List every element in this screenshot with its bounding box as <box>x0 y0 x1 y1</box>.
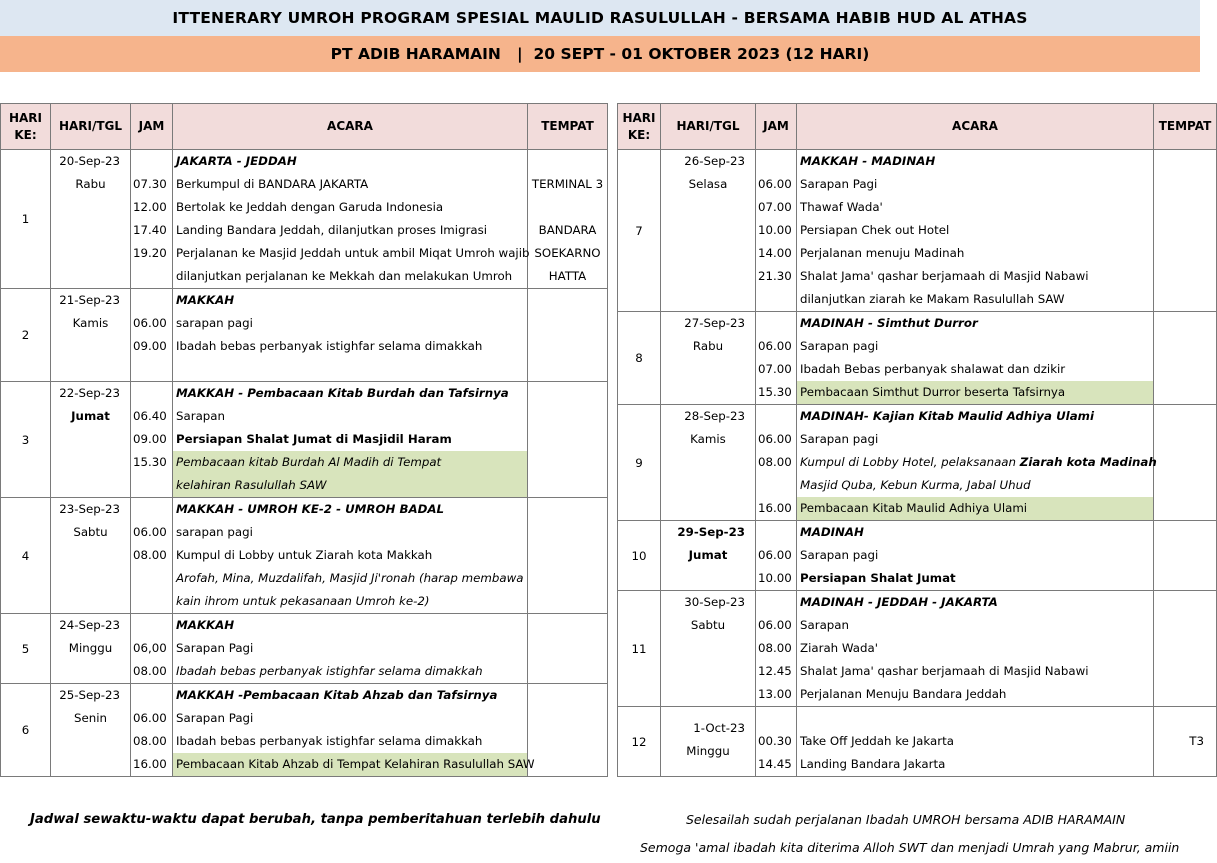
col-jam: JAM <box>131 104 173 150</box>
activity-cell <box>173 382 528 498</box>
time: 19.20 <box>133 246 167 260</box>
day-number: 12 <box>618 707 661 777</box>
place-cell <box>1154 707 1217 777</box>
day-title: MADINAH - Simthut Durror <box>800 316 978 330</box>
col-hari-tgl: HARI/TGL <box>661 104 756 150</box>
time: 06.40 <box>133 409 167 423</box>
place-cell <box>1154 150 1217 312</box>
time: 15.30 <box>133 455 167 469</box>
activity-cell <box>173 289 528 382</box>
time: 08.00 <box>133 548 167 562</box>
time: 06.00 <box>758 339 792 353</box>
day-name: Jumat <box>688 548 728 562</box>
activity-cell <box>173 498 528 614</box>
day-date-cell <box>661 707 756 777</box>
place-cell <box>528 684 608 777</box>
day-date-cell <box>51 382 131 498</box>
day-name: Sabtu <box>690 618 726 632</box>
activity: kain ihrom untuk pekasanaan Umroh ke-2) <box>176 594 430 608</box>
day-title: JAKARTA - JEDDAH <box>176 154 297 168</box>
day-title: MAKKAH <box>176 618 235 632</box>
place: HATTA <box>548 269 587 283</box>
activity <box>797 451 1157 474</box>
activity: Take Off Jeddah ke Jakarta <box>800 734 954 748</box>
time: 14.45 <box>758 757 792 771</box>
activity: sarapan pagi <box>176 316 253 330</box>
itinerary-table-right <box>617 103 1217 777</box>
activity-highlight: Pembacaan Kitab Maulid Adhiya Ulami <box>797 497 1153 520</box>
activity: Kumpul di Lobby untuk Ziarah kota Makkah <box>176 548 433 562</box>
day-number: 6 <box>1 684 51 777</box>
activity: Persiapan Shalat Jumat di Masjidil Haram <box>176 432 452 446</box>
activity-cell <box>797 521 1154 591</box>
day-date-cell <box>51 150 131 289</box>
day-name: Selasa <box>688 177 728 191</box>
page-title: ITTENERARY UMROH PROGRAM SPESIAL MAULID RASULULLAH - BERSAMA HABIB HUD AL ATHAS <box>0 0 1200 36</box>
time: 07.00 <box>758 200 792 214</box>
activity: dilanjutkan perjalanan ke Mekkah dan melakukan Umroh <box>176 269 513 283</box>
place-cell <box>1154 405 1217 521</box>
time: 08.00 <box>758 641 792 655</box>
day-date-cell <box>51 289 131 382</box>
table-header-row <box>1 104 608 150</box>
day-row-5 <box>1 614 608 684</box>
day-number: 1 <box>1 150 51 289</box>
day-row-6 <box>1 684 608 777</box>
activity: Arofah, Mina, Muzdalifah, Masjid Ji'ronah (harap membawa <box>176 571 524 585</box>
day-number: 7 <box>618 150 661 312</box>
activity-cell <box>797 150 1154 312</box>
day-row-10 <box>618 521 1217 591</box>
activity-highlight: kelahiran Rasulullah SAW <box>173 474 527 497</box>
day-name: Jumat <box>71 409 110 423</box>
activity: Shalat Jama' qashar berjamaah di Masjid Nabawi <box>800 664 1089 678</box>
time-cell <box>131 150 173 289</box>
activity: Landing Bandara Jeddah, dilanjutkan proses Imigrasi <box>176 223 488 237</box>
col-acara: ACARA <box>797 104 1154 150</box>
activity: sarapan pagi <box>176 525 253 539</box>
day-row-2 <box>1 289 608 382</box>
day-date: 27-Sep-23 <box>684 316 745 330</box>
activity-emphasis: Ziarah kota Madinah <box>1019 455 1157 469</box>
activity-cell <box>797 405 1157 521</box>
day-title: MADINAH <box>800 525 864 539</box>
time-cell <box>756 150 797 312</box>
activity-cell <box>173 614 528 684</box>
time: 07.00 <box>758 362 792 376</box>
day-number: 2 <box>1 289 51 382</box>
place-cell <box>528 498 608 614</box>
time-cell <box>131 498 173 614</box>
day-date-cell <box>661 150 756 312</box>
time: 12.45 <box>758 664 792 678</box>
activity-cell <box>173 150 528 289</box>
day-name: Rabu <box>692 339 724 353</box>
activity: Perjalanan menuju Madinah <box>800 246 965 260</box>
time-cell <box>131 289 173 382</box>
day-row-1 <box>1 150 608 289</box>
page-subtitle: PT ADIB HARAMAIN | 20 SEPT - 01 OKTOBER 2023 (12 HARI) <box>0 36 1200 72</box>
activity-highlight: Pembacaan kitab Burdah Al Madih di Tempat <box>173 451 527 474</box>
time: 08.00 <box>133 734 167 748</box>
day-date: 24-Sep-23 <box>59 618 120 632</box>
closing-line-1: Selesailah sudah perjalanan Ibadah UMROH bersama ADIB HARAMAIN <box>686 812 1126 827</box>
time: 08.00 <box>758 455 792 469</box>
day-date: 20-Sep-23 <box>59 154 120 168</box>
time: 06,00 <box>133 641 167 655</box>
day-number: 3 <box>1 382 51 498</box>
day-name: Kamis <box>72 316 109 330</box>
activity: Masjid Quba, Kebun Kurma, Jabal Uhud <box>800 478 1031 492</box>
place-cell <box>1154 312 1217 405</box>
time-cell <box>131 684 173 777</box>
day-title: MAKKAH - MADINAH <box>800 154 936 168</box>
time: 06.00 <box>758 177 792 191</box>
day-name: Rabu <box>75 177 106 191</box>
col-jam: JAM <box>756 104 797 150</box>
day-date: 23-Sep-23 <box>59 502 120 516</box>
activity: Perjalanan ke Masjid Jeddah untuk ambil Miqat Umroh wajib <box>176 246 530 260</box>
time: 13.00 <box>758 687 792 701</box>
activity: Persiapan Shalat Jumat <box>800 571 956 585</box>
place-cell <box>528 382 608 498</box>
time: 16.00 <box>758 501 792 515</box>
day-date: 21-Sep-23 <box>59 293 120 307</box>
time: 06.00 <box>133 316 167 330</box>
activity: Perjalanan Menuju Bandara Jeddah <box>800 687 1007 701</box>
day-date-cell <box>661 405 756 521</box>
day-number: 4 <box>1 498 51 614</box>
activity-cell <box>173 684 535 777</box>
activity: Landing Bandara Jakarta <box>800 757 946 771</box>
time: 16.00 <box>133 757 167 771</box>
day-name: Sabtu <box>73 525 108 539</box>
place: BANDARA <box>538 223 597 237</box>
activity: Sarapan <box>176 409 225 423</box>
time-cell <box>756 521 797 591</box>
day-row-7 <box>618 150 1217 312</box>
time: 17.40 <box>133 223 167 237</box>
time: 06.00 <box>758 548 792 562</box>
activity: Sarapan <box>800 618 849 632</box>
activity: Thawaf Wada' <box>800 200 883 214</box>
day-date: 29-Sep-23 <box>677 525 745 539</box>
col-tempat: TEMPAT <box>528 104 608 150</box>
day-date: 26-Sep-23 <box>684 154 745 168</box>
day-date: 25-Sep-23 <box>59 688 120 702</box>
time: 21.30 <box>758 269 792 283</box>
activity-cell <box>797 312 1154 405</box>
activity: dilanjutkan ziarah ke Makam Rasulullah SAW <box>800 292 1065 306</box>
day-row-4 <box>1 498 608 614</box>
day-date-cell <box>661 521 756 591</box>
day-date: 1-Oct-23 <box>693 721 745 735</box>
day-date-cell <box>51 684 131 777</box>
time: 06.00 <box>758 432 792 446</box>
activity: Sarapan Pagi <box>176 641 254 655</box>
activity: Ibadah bebas perbanyak istighfar selama dimakkah <box>176 664 483 678</box>
table-header-row <box>618 104 1217 150</box>
day-row-9 <box>618 405 1217 521</box>
place: TERMINAL 3 <box>531 177 604 191</box>
col-hari-tgl: HARI/TGL <box>51 104 131 150</box>
time: 15.30 <box>758 385 792 399</box>
day-number: 5 <box>1 614 51 684</box>
day-title: MAKKAH - UMROH KE-2 - UMROH BADAL <box>176 502 445 516</box>
day-date-cell <box>51 614 131 684</box>
day-title: MAKKAH - Pembacaan Kitab Burdah dan Tafsirnya <box>176 386 509 400</box>
activity: Bertolak ke Jeddah dengan Garuda Indonesia <box>176 200 444 214</box>
time: 07.30 <box>133 177 167 191</box>
day-number: 8 <box>618 312 661 405</box>
activity-cell <box>797 707 1154 777</box>
activity: Sarapan pagi <box>800 339 879 353</box>
col-acara: ACARA <box>173 104 528 150</box>
place-cell <box>528 150 608 289</box>
time-cell <box>756 591 797 707</box>
time-cell <box>756 405 797 521</box>
itinerary-table-left <box>0 103 608 777</box>
time: 09.00 <box>133 432 167 446</box>
activity: Ziarah Wada' <box>800 641 878 655</box>
schedule-change-note: Jadwal sewaktu-waktu dapat berubah, tanpa pemberitahuan terlebih dahulu <box>30 812 601 827</box>
day-name: Minggu <box>68 641 113 655</box>
place-cell <box>1154 591 1217 707</box>
activity: Ibadah Bebas perbanyak shalawat dan dzikir <box>800 362 1066 376</box>
day-number: 10 <box>618 521 661 591</box>
activity: Shalat Jama' qashar berjamaah di Masjid Nabawi <box>800 269 1089 283</box>
day-date-cell <box>661 312 756 405</box>
activity: Sarapan Pagi <box>800 177 878 191</box>
place-cell <box>528 289 608 382</box>
activity: Persiapan Chek out Hotel <box>800 223 950 237</box>
time: 06.00 <box>133 525 167 539</box>
time-cell <box>756 707 797 777</box>
day-row-12 <box>618 707 1217 777</box>
activity-highlight: Pembacaan Simthut Durror beserta Tafsirnya <box>797 381 1153 404</box>
day-name: Senin <box>74 711 107 725</box>
time-cell <box>131 614 173 684</box>
time: 12.00 <box>133 200 167 214</box>
time: 08.00 <box>133 664 167 678</box>
col-hari-ke: HARI KE: <box>1 104 51 150</box>
activity-highlight: Pembacaan Kitab Ahzab di Tempat Kelahiran Rasulullah SAW <box>173 753 527 776</box>
day-number: 9 <box>618 405 661 521</box>
day-date-cell <box>661 591 756 707</box>
day-date: 22-Sep-23 <box>59 386 120 400</box>
time-cell <box>131 382 173 498</box>
day-date-cell <box>51 498 131 614</box>
day-name: Minggu <box>686 744 730 758</box>
col-tempat: TEMPAT <box>1154 104 1217 150</box>
day-date: 28-Sep-23 <box>684 409 745 423</box>
activity: Ibadah bebas perbanyak istighfar selama dimakkah <box>176 339 483 353</box>
place: T3 <box>1189 734 1204 748</box>
time: 00.30 <box>758 734 792 748</box>
day-title: MAKKAH -Pembacaan Kitab Ahzab dan Tafsirnya <box>176 688 498 702</box>
activity: Berkumpul di BANDARA JAKARTA <box>176 177 369 191</box>
day-name: Kamis <box>690 432 726 446</box>
col-hari-ke: HARI KE: <box>618 104 661 150</box>
day-number: 11 <box>618 591 661 707</box>
day-row-11 <box>618 591 1217 707</box>
activity: Ibadah bebas perbanyak istighfar selama dimakkah <box>176 734 483 748</box>
day-title: MADINAH- Kajian Kitab Maulid Adhiya Ulami <box>800 409 1094 423</box>
day-row-3 <box>1 382 608 498</box>
time: 10.00 <box>758 571 792 585</box>
day-row-8 <box>618 312 1217 405</box>
closing-line-2: Semoga 'amal ibadah kita diterima Alloh SWT dan menjadi Umrah yang Mabrur, amiin <box>640 840 1180 855</box>
activity-text: Kumpul di Lobby Hotel, pelaksanaan <box>800 455 1017 469</box>
time: 10.00 <box>758 223 792 237</box>
time-cell <box>756 312 797 405</box>
day-title: MADINAH - JEDDAH - JAKARTA <box>800 595 998 609</box>
place-cell <box>1154 521 1217 591</box>
activity: Sarapan Pagi <box>176 711 254 725</box>
activity: Sarapan pagi <box>800 548 879 562</box>
time: 09.00 <box>133 339 167 353</box>
place-cell <box>528 614 608 684</box>
activity: Sarapan pagi <box>800 432 879 446</box>
time: 14.00 <box>758 246 792 260</box>
time: 06.00 <box>758 618 792 632</box>
day-title: MAKKAH <box>176 293 235 307</box>
time: 06.00 <box>133 711 167 725</box>
place: SOEKARNO <box>534 246 601 260</box>
day-date: 30-Sep-23 <box>684 595 745 609</box>
activity-cell <box>797 591 1154 707</box>
